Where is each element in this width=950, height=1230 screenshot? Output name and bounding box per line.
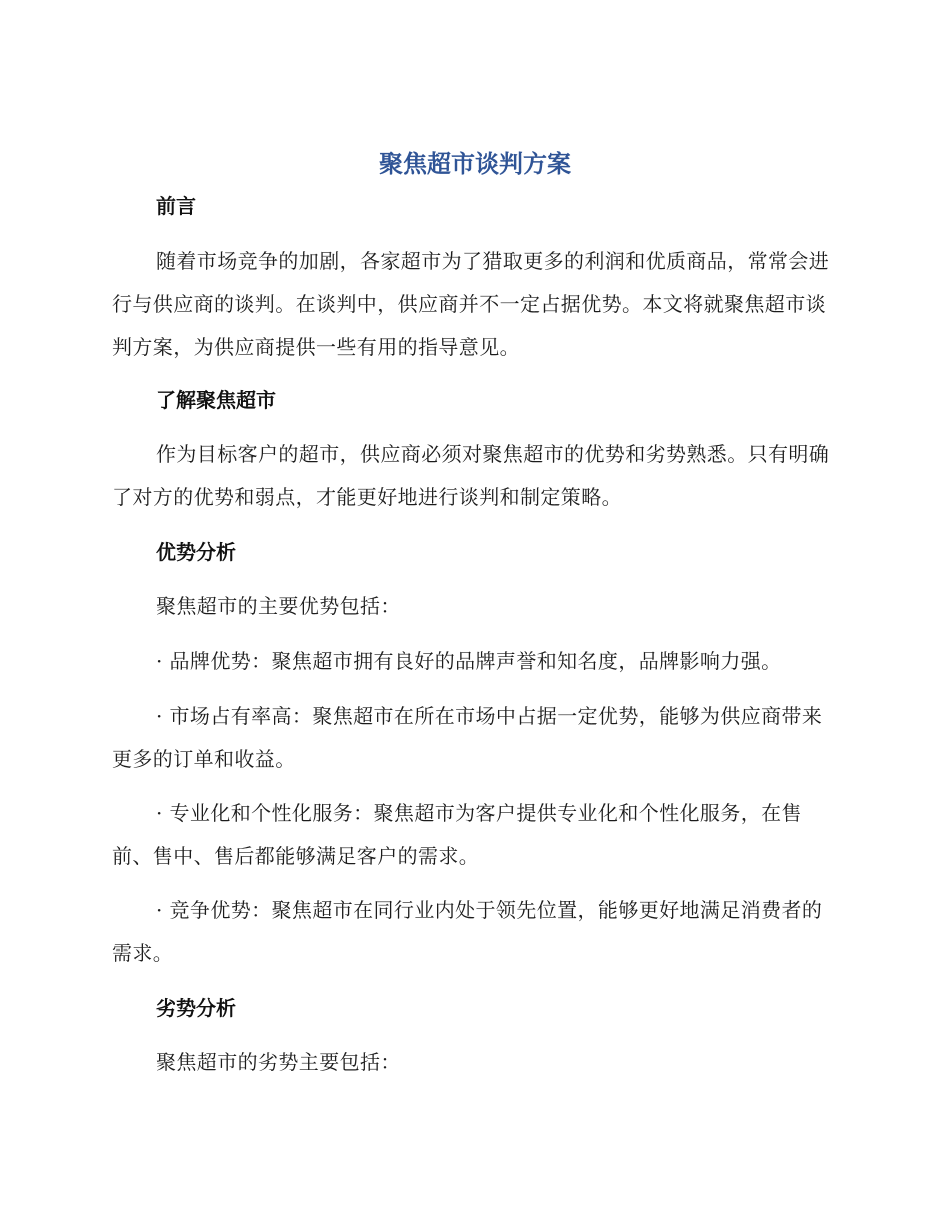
list-item-competition: · 竞争优势：聚焦超市在同行业内处于领先位置，能够更好地满足消费者的需求。 (112, 898, 823, 965)
section-heading-strengths: 优势分析 (156, 540, 236, 564)
section-heading-weaknesses: 劣势分析 (156, 996, 236, 1020)
list-item-service: · 专业化和个性化服务：聚焦超市为客户提供专业化和个性化服务，在售前、售中、售后都能够满足客户的需求。 (112, 801, 802, 868)
paragraph-weaknesses-intro: 聚焦超市的劣势主要包括： (156, 1050, 401, 1074)
section-heading-preface: 前言 (156, 194, 196, 218)
section-heading-understand: 了解聚焦超市 (156, 388, 276, 412)
paragraph-understand: 作为目标客户的超市，供应商必须对聚焦超市的优势和劣势熟悉。只有明确了对方的优势和弱点，才能更好地进行谈判和制定策略。 (112, 442, 830, 509)
document-title: 聚焦超市谈判方案 (379, 150, 571, 178)
paragraph-preface: 随着市场竞争的加剧，各家超市为了猎取更多的利润和优质商品，常常会进行与供应商的谈判。在谈判中，供应商并不一定占据优势。本文将就聚焦超市谈判方案，为供应商提供一些有用的指导意见。 (112, 249, 830, 359)
list-item-market-share: · 市场占有率高：聚焦超市在所在市场中占据一定优势，能够为供应商带来更多的订单和收益。 (112, 704, 823, 771)
list-item-brand: · 品牌优势：聚焦超市拥有良好的品牌声誉和知名度，品牌影响力强。 (156, 649, 782, 673)
paragraph-strengths-intro: 聚焦超市的主要优势包括： (156, 594, 401, 618)
